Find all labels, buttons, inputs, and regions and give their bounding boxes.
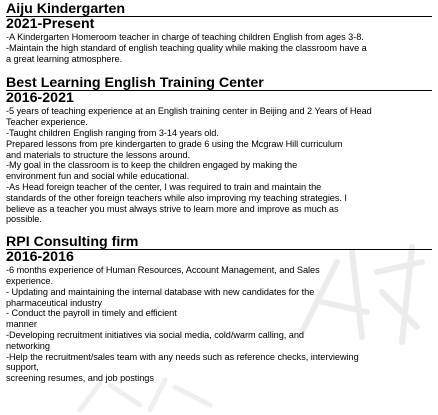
description-line: support, (6, 362, 39, 373)
description-line: manner (6, 319, 37, 330)
experience-section-aiju (6, 0, 432, 64)
description-line: standards of the other foreign teachers while also improving my teaching strategies. I (6, 192, 347, 203)
employment-years: 2021-Present (6, 16, 95, 32)
description-line: -6 months experience of Human Resources, Account Management, and Sales (6, 265, 320, 276)
experience-description (6, 32, 432, 64)
description-line: a great learning atmosphere. (6, 53, 123, 64)
description-line: networking (6, 340, 50, 351)
description-line: Teacher experience. (6, 117, 88, 128)
resume-work-experience (6, 0, 432, 384)
description-line: -Taught children English ranging from 3-14 years old. (6, 127, 219, 138)
experience-section-rpi (6, 233, 432, 384)
experience-description (6, 265, 432, 384)
section-spacer (6, 64, 432, 74)
company-name: Aiju Kindergarten (6, 0, 432, 17)
description-line: -Help the recruitment/sales team with any needs such as reference checks, interviewing (6, 351, 359, 362)
employment-years: 2016-2016 (6, 249, 74, 266)
description-line: screening resumes, and job postings (6, 373, 154, 384)
experience-section-best-learning (6, 74, 432, 225)
employment-years: 2016-2021 (6, 90, 74, 107)
description-line: environment fun and social while educational. (6, 171, 190, 182)
description-line: - Updating and maintaining the internal database with new candidates for the (6, 286, 315, 297)
description-line: experience. (6, 275, 53, 286)
company-name: Best Learning English Training Center (6, 74, 432, 91)
description-line: believe as a teacher you must always strive to learn more and improve as much as (6, 203, 339, 214)
description-line: -Maintain the high standard of english teaching quality while making the classroom have a (6, 42, 367, 53)
description-line: possible. (6, 214, 42, 225)
description-line: pharmaceutical industry (6, 297, 102, 308)
description-line: -Developing recruitment initiatives via social media, cold/warm calling, and (6, 329, 304, 340)
description-line: -As Head foreign teacher of the center, I was required to train and maintain the (6, 181, 322, 192)
experience-description (6, 106, 432, 225)
description-line: -A Kindergarten Homeroom teacher in charge of teaching children English from ages 3-8. (6, 32, 364, 42)
description-line: - Conduct the payroll in timely and efficient (6, 308, 177, 319)
description-line: and materials to structure the lessons around. (6, 149, 191, 160)
company-name: RPI Consulting firm (6, 233, 432, 250)
description-line: -5 years of teaching experience at an English training center in Beijing and 2 Years of Head (6, 106, 372, 117)
section-spacer (6, 225, 432, 233)
description-line: -My goal in the classroom is to keep the children engaged by making the (6, 160, 298, 171)
description-line: Prepared lessons from pre kindergarten to grade 6 using the Mcgraw Hill curriculum (6, 138, 343, 149)
